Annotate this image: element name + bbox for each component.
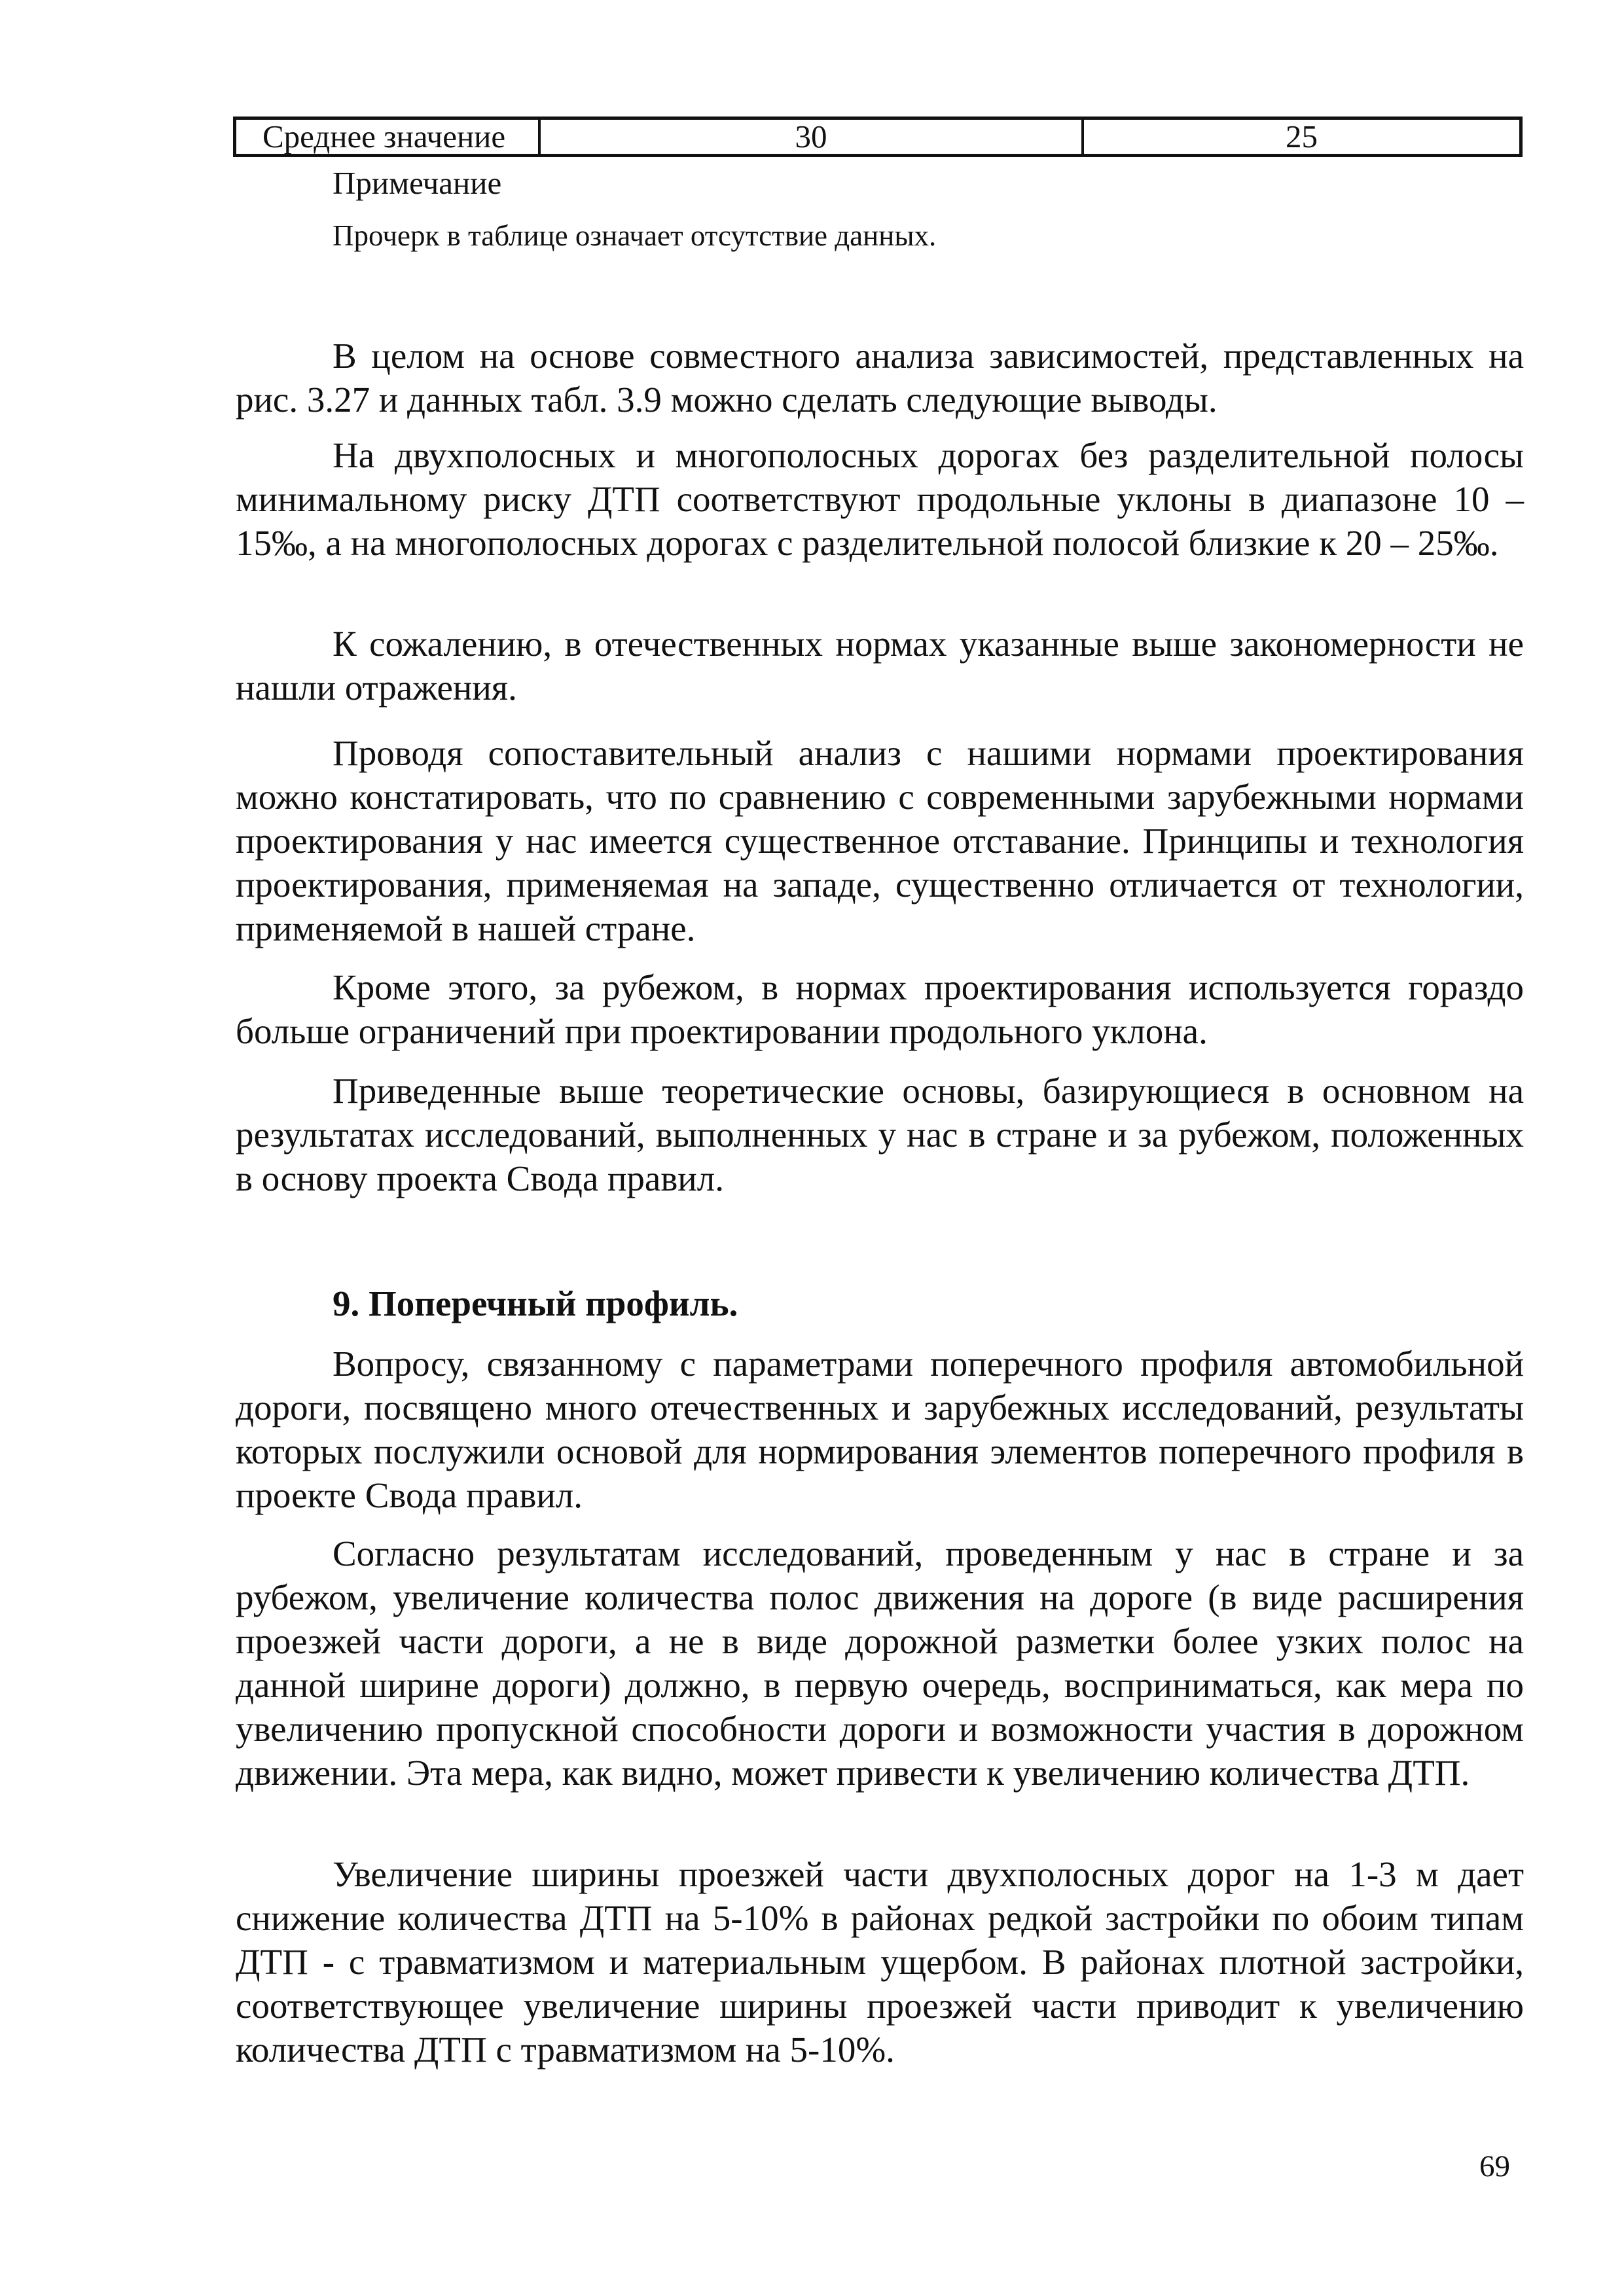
paragraph-theoretical-basis: Приведенные выше теоретические основы, базирующиеся в основном на результатах исследований, выполненных у нас в стране и за рубежом, положенных в основу проекта Свода правил. [236,1071,1524,1198]
paragraph-width-increase: Увеличение ширины проезжей части двухполосных дорог на 1-3 м дает снижение количества ДТП на 5-10% в районах редкой застройки по обоим типам ДТП - с травматизмом и материальным ущербом. В районах плотной застройки, соответствующее увеличение ширины проезжей части приводит к увеличению количества ДТП с травматизмом на 5-10%. [236,1854,1524,2070]
paragraph-cross-section-research: Вопросу, связанному с параметрами поперечного профиля автомобильной дороги, посвящено много отечественных и зарубежных исследований, результаты которых послужили основой для нормирования элементов поперечного профиля в проекте Свода правил. [236,1344,1524,1515]
paragraph-risk-slopes: На двухполосных и многополосных дорогах без разделительной полосы минимальному риску ДТП соответствуют продольные уклоны в диапазоне 10 – 15‰, а на многополосных дорогах с разделительной полосой близкие к 20 – 25‰. [236,435,1524,563]
paragraph-comparative-analysis: Проводя сопоставительный анализ с нашими нормами проектирования можно констатировать, что по сравнению с современными зарубежными нормами проектирования у нас имеется существенное отставание. Принципы и технология проектирования, применяемая на западе, существенно отличается от технологии, применяемой в нашей стране. [236,733,1524,948]
page-number: 69 [1479,2149,1510,2183]
table-value-1: 30 [541,120,1084,154]
table-value-2: 25 [1286,118,1318,154]
paragraph-norms-regret: К сожалению, в отечественных нормах указанные выше закономерности не нашли отражения. [236,624,1524,708]
paragraph-conclusions-intro: В целом на основе совместного анализа зависимостей, представленных на рис. 3.27 и данных табл. 3.9 можно сделать следующие выводы. [236,336,1524,420]
paragraph-lane-increase: Согласно результатам исследований, проведенным у нас в стране и за рубежом, увеличение количества полос движения на дороге (в виде расширения проезжей части дороги, а не в виде дорожной разметки более узких полос на данной ширине дороги) должно, в первую очередь, восприниматься, как мера по увеличению пропускной способности дороги и возможности участия в дорожном движении. Эта мера, как видно, может привести к увеличению количества ДТП. [236,1534,1524,1793]
data-table-row [233,117,1523,157]
note-text: Прочерк в таблице означает отсутствие данных. [333,219,937,252]
note-title: Примечание [333,165,502,201]
section-heading: 9. Поперечный профиль. [333,1283,738,1323]
paragraph-foreign-restrictions: Кроме этого, за рубежом, в нормах проектирования используется гораздо больше ограничений при проектировании продольного уклона. [236,967,1524,1051]
table-row-label: Среднее значение [236,120,541,154]
